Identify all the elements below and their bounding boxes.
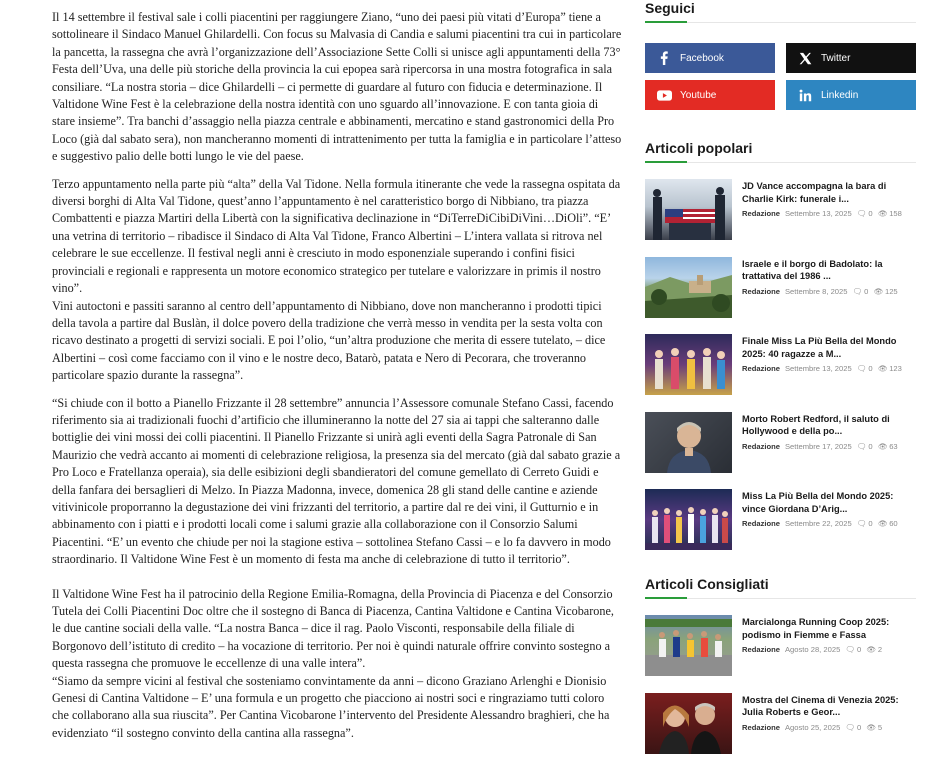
comment-count: 0 xyxy=(864,286,869,296)
follow-widget xyxy=(645,0,916,110)
comment-icon: 🗨 xyxy=(856,441,867,451)
eye-icon: 👁 xyxy=(877,441,888,451)
comment-count: 0 xyxy=(868,519,873,529)
facebook-button[interactable] xyxy=(645,43,775,73)
post-thumbnail[interactable] xyxy=(645,489,732,550)
post-author[interactable]: Redazione xyxy=(742,645,780,655)
post-meta xyxy=(742,442,916,451)
post-date: Settembre 13, 2025 xyxy=(784,364,852,374)
post-title[interactable]: Morto Robert Redford, il saluto di Hollywood e della po... xyxy=(742,413,890,437)
comment-count: 0 xyxy=(856,722,862,732)
x-icon xyxy=(797,50,813,66)
post-author[interactable]: Redazione xyxy=(742,519,780,529)
eye-icon: 👁 xyxy=(866,645,876,655)
post-date: Agosto 25, 2025 xyxy=(784,722,841,732)
article-body xyxy=(52,9,624,742)
recommended-list xyxy=(645,615,916,754)
comment-icon: 🗨 xyxy=(856,519,867,529)
view-count: 60 xyxy=(889,519,898,529)
view-count: 5 xyxy=(877,722,883,732)
eye-icon: 👁 xyxy=(866,722,876,732)
comment-count: 0 xyxy=(856,645,862,655)
post-date: Settembre 13, 2025 xyxy=(784,209,852,219)
post-title[interactable]: Israele e il borgo di Badolato: la trattativa del 1986 ... xyxy=(742,258,883,282)
post-author[interactable]: Redazione xyxy=(742,722,780,732)
post-date: Settembre 22, 2025 xyxy=(784,519,852,529)
post-meta xyxy=(742,723,916,732)
comment-count: 0 xyxy=(868,209,873,219)
list-item[interactable] xyxy=(645,412,916,473)
popular-widget xyxy=(645,140,916,550)
eye-icon: 👁 xyxy=(873,286,883,296)
sidebar xyxy=(645,0,916,770)
comment-icon: 🗨 xyxy=(845,722,855,732)
list-item[interactable] xyxy=(645,257,916,318)
post-date: Settembre 8, 2025 xyxy=(784,286,848,296)
post-thumbnail[interactable] xyxy=(645,615,732,676)
facebook-icon xyxy=(656,50,672,66)
recommended-widget xyxy=(645,576,916,754)
post-thumbnail[interactable] xyxy=(645,334,732,395)
list-item[interactable] xyxy=(645,334,916,395)
eye-icon: 👁 xyxy=(877,209,888,219)
article-paragraph: “Si chiude con il botto a Pianello Frizzante il 28 settembre” annuncia l’Assessore comunale Stefano Cassi, facendo riferimento sia ai tradizionali fuochi d’artificio che illumineranno la notte del 27 sia ai tappi che salteranno dalle bottiglie dei vini mossi dei colli piacentini. Il Pianello Frizzante si unirà agli eventi della Sagra Patronale di San Maurizio che vedrà accanto ai momenti di celebrazione religiosa, la presenza sia del mercato (già dal sabato grazie a Pro Loco e Fratellanza operaia), sia delle esibizioni degli sbandieratori del comune gemellato di Cerreto Guidi e della fanfara dei bersaglieri di Melzo. In Piazza Madonna, invece, domenica 28 gli stand delle cantine e aziende vitivinicole proporranno la degustazione dei vini frizzanti del territorio, a partire dal re dei vini, il Gutturnio e in abbinamento con i piatti e i prodotti locali come i salumi grazie alla collaborazione con il Consorzio Salumi Piacentini. “E’ un evento che chiude per noi la stagione estiva – sottolinea Stefano Cassi – e lo fa davvero in modo straordinario. Il Valtidone Wine Fest è un momento di festa ma anche di celebrazione di tutto il territorio”. xyxy=(52,395,621,567)
post-meta xyxy=(742,645,916,654)
linkedin-button[interactable] xyxy=(786,80,916,110)
article-paragraph: Il Valtidone Wine Fest ha il patrocinio della Regione Emilia-Romagna, della Provincia di Piacenza e del Consorzio Tutela dei Colli Piacentini Doc oltre che il sostegno di Banca di Piacenza, Cantina Valtidone e Cantina Vicobarone, le due cantine sociali della valle. “La nostra Banca – dice il rag. Paolo Visconti, responsabile della filiale di Borgonovo dell’istituto di credito – ha vocazione di territorio. Per noi è quindi naturale offrire convinto sostegno a questa rassegna che promuove le eccellenze di una valle intera”. xyxy=(52,586,614,671)
youtube-label: Youtube xyxy=(680,89,717,101)
comment-icon: 🗨 xyxy=(845,645,855,655)
linkedin-icon xyxy=(797,87,813,103)
list-item[interactable] xyxy=(645,615,916,676)
post-thumbnail[interactable] xyxy=(645,179,732,240)
post-meta xyxy=(742,519,916,528)
comment-icon: 🗨 xyxy=(852,286,863,296)
article-paragraph: Terzo appuntamento nella parte più “alta” della Val Tidone. Nella formula itinerante che vede la rassegna ospitata da diversi borghi di Alta Val Tidone, quest’anno l’appuntamento è nel caratteristico borgo di Nibbiano, tra piazza Combattenti e piazza Martiri della Libertà con la significativa declinazione in “DiTerreDiCibiDiVini…DiOli”. “E’ una vetrina di territorio – ribadisce il Sindaco di Alta Val Tidone, Franco Albertini – L’intera vallata si ritrova nel celebrare le sue eccellenze. Il festival negli anni è cresciuto in modo esponenziale superando i confini fisici provinciali e regionali e rappresenta un motore economico strategico per tutelare e valorizzare in primis il nostro vino”. xyxy=(52,176,621,296)
view-count: 158 xyxy=(889,209,902,219)
widget-title-popular: Articoli popolari xyxy=(645,140,916,163)
post-title[interactable]: Finale Miss La Più Bella del Mondo 2025: 40 ragazze a M... xyxy=(742,336,897,359)
view-count: 123 xyxy=(889,364,902,374)
article-paragraph: “Siamo da sempre vicini al festival che sosteniamo convintamente da anni – dicono Graziano Arlenghi e Dionisio Genesi di Cantina Valtidone – E’ una formula e un progetto che piacciono ai nostri soci e ringraziamo tutti coloro che collaborano alla sua riuscita”. Per Cantina Vicobarone l’intervento del Presidente Alessandro braghieri, che ha evidenziato “il sostegno convinto della cantina alla rassegna”. xyxy=(52,673,610,740)
comment-icon: 🗨 xyxy=(856,209,867,219)
linkedin-label: Linkedin xyxy=(821,89,859,101)
post-thumbnail[interactable] xyxy=(645,693,732,754)
post-title[interactable]: Marcialonga Running Coop 2025: podismo in Fiemme e Fassa xyxy=(742,617,890,640)
post-meta xyxy=(742,364,916,373)
comment-icon: 🗨 xyxy=(856,364,867,374)
list-item[interactable] xyxy=(645,179,916,240)
list-item[interactable] xyxy=(645,489,916,550)
social-buttons xyxy=(645,43,916,110)
twitter-label: Twitter xyxy=(821,52,851,64)
widget-title-recommended: Articoli Consigliati xyxy=(645,576,916,599)
view-count: 2 xyxy=(877,645,883,655)
comment-count: 0 xyxy=(868,441,873,451)
article-paragraph: Vini autoctoni e passiti saranno al centro dell’appuntamento di Nibbiano, dove non mancheranno i prodotti tipici della tavola a partire dal Buslàn, il dolce povero della tradizione che verrà messo in vendita per la sesta volta con ricavo destinato a progetti di servizi sociali. E poi l’olio, “un’altra produzione che merita di essere tutelato, – dice Albertini – così come facciamo con il vino e le nostre deco, Batarò, patata e Nero di Pecorara, che troveranno particolare spazio durante la rassegna”. xyxy=(52,298,606,383)
youtube-icon xyxy=(656,87,672,103)
post-date: Agosto 28, 2025 xyxy=(784,645,841,655)
twitter-button[interactable] xyxy=(786,43,916,73)
eye-icon: 👁 xyxy=(877,364,888,374)
widget-title-follow: Seguici xyxy=(645,0,916,23)
youtube-button[interactable] xyxy=(645,80,775,110)
post-date: Settembre 17, 2025 xyxy=(784,441,852,451)
post-thumbnail[interactable] xyxy=(645,412,732,473)
eye-icon: 👁 xyxy=(877,519,888,529)
post-title[interactable]: JD Vance accompagna la bara di Charlie Kirk: funerale i... xyxy=(742,181,887,204)
view-count: 63 xyxy=(889,441,898,451)
post-author[interactable]: Redazione xyxy=(742,286,780,296)
view-count: 125 xyxy=(884,286,898,296)
post-author[interactable]: Redazione xyxy=(742,441,780,451)
comment-count: 0 xyxy=(868,364,873,374)
post-title[interactable]: Miss La Più Bella del Mondo 2025: vince Giordana D’Arig... xyxy=(742,491,894,514)
facebook-label: Facebook xyxy=(680,52,724,64)
post-thumbnail[interactable] xyxy=(645,257,732,318)
popular-list xyxy=(645,179,916,550)
post-author[interactable]: Redazione xyxy=(742,364,780,374)
article-paragraph: Il 14 settembre il festival sale i colli piacentini per raggiungere Ziano, “uno dei paesi più vitati d’Europa” tiene a sottolineare il Sindaco Manuel Ghilardelli. Con focus su Malvasia di Candia e salumi piacentini tra cui in particolare la pancetta, la rassegna che avrà l’organizzazione dell’Associazione Sette Colli si unisce agli appuntamenti della 73° Festa dell’Uva, una delle più storiche della provincia la cui epopea sarà ripercorsa in una mostra fotografica in sala consiliare. “La nostra storia – dice Ghilardelli – ci permette di guardare al futuro con fiducia e determinazione. Il Valtidone Wine Fest è la celebrazione della nostra identità con uno sguardo all’innovazione. E con tanta gioia di stare insieme”. Tra banchi d’assaggio nella piazza centrale e abbinamenti, mercatino e stand gastronomici della Pro Loco (già dal sabato sera), non mancheranno momenti di intrattenimento per tutta la famiglia e in particolare l’atteso e suggestivo palio delle botti lungo le vie del paese. xyxy=(52,10,622,164)
post-meta xyxy=(742,209,916,218)
post-meta xyxy=(742,287,916,296)
post-title[interactable]: Mostra del Cinema di Venezia 2025: Julia Roberts e Geor... xyxy=(742,694,899,718)
list-item[interactable] xyxy=(645,693,916,754)
post-author[interactable]: Redazione xyxy=(742,209,780,219)
